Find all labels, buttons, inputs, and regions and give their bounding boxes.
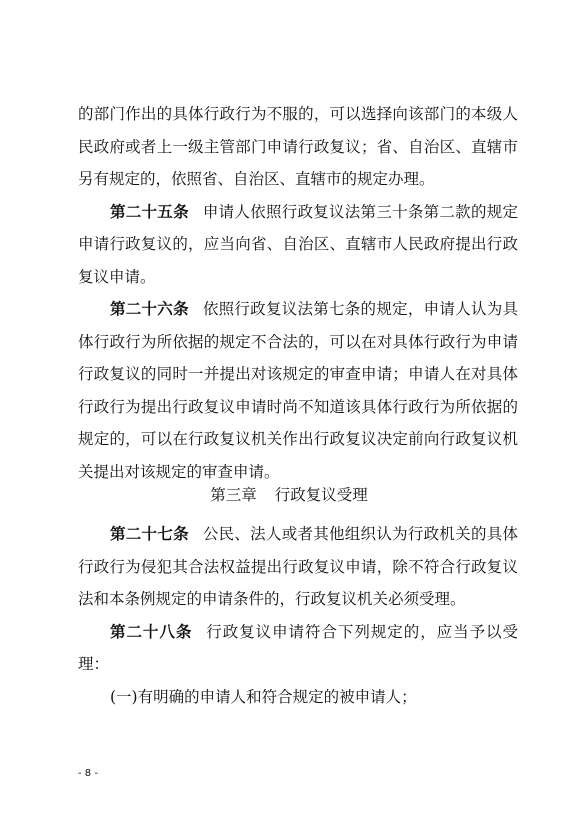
article-text: 申请人依照行政复议法第三十条第二款的规定申请行政复议的，应当向省、自治区、直辖市人民政府提出行政复议申请。 — [78, 202, 518, 286]
article-number: 第二十七条 — [110, 524, 189, 543]
article-text: 依照行政复议法第七条的规定，申请人认为具体行政行为所依据的规定不合法的，可以在对具体行政行为申请行政复议的同时一并提出对该规定的审查申请；申请人在对具体行政行为提出行政复议申请时尚不知道该具体行政行为所依据的规定的，可以在行政复议机关作出行政复议决定前向行政复议机关提出对该规定的审查申请。 — [78, 300, 518, 481]
article-27 — [78, 518, 518, 616]
list-item-1 — [78, 681, 518, 714]
body-text-top — [78, 98, 518, 488]
list-item-text: (一)有明确的申请人和符合规定的被申请人； — [110, 687, 417, 706]
chapter-title: 行政复议受理 — [274, 486, 368, 504]
chapter-heading — [0, 483, 578, 505]
paragraph-continuation — [78, 98, 518, 196]
body-text-bottom — [78, 518, 518, 713]
article-25 — [78, 196, 518, 294]
article-text: 公民、法人或者其他组织认为行政机关的具体行政行为侵犯其合法权益提出行政复议申请，除不符合行政复议法和本条例规定的申请条件的，行政复议机关必须受理。 — [78, 525, 518, 608]
article-28 — [78, 616, 518, 681]
article-26 — [78, 293, 518, 488]
article-number: 第二十六条 — [110, 299, 189, 318]
article-number: 第二十八条 — [110, 621, 193, 641]
chapter-number: 第三章 — [210, 486, 257, 504]
page-number: - 8 - — [78, 768, 98, 779]
article-text: 行政复议申请符合下列规定的，应当予以受理： — [78, 622, 518, 673]
article-number: 第二十五条 — [110, 201, 189, 221]
paragraph-text: 的部门作出的具体行政行为不服的，可以选择向该部门的本级人民政府或者上一级主管部门申请行政复议；省、自治区、直辖市另有规定的，依照省、自治区、直辖市的规定办理。 — [78, 105, 518, 188]
